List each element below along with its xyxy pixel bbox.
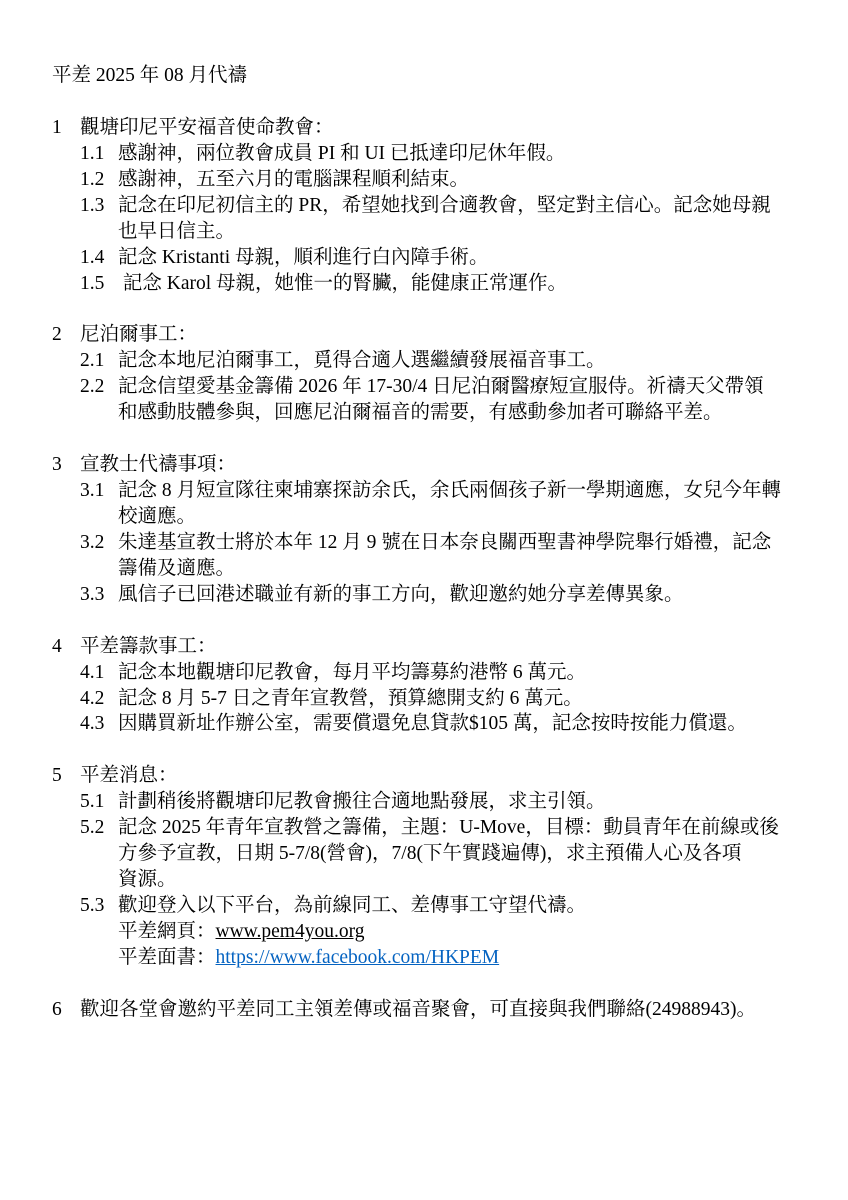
item-text: 記念 8 月 5-7 日之青年宣教營，預算總開支約 6 萬元。 — [118, 687, 583, 709]
list-item — [0, 271, 848, 297]
item-line — [0, 530, 848, 556]
item-text: 記念 Karol 母親，她惟一的腎臟，能健康正常運作。 — [118, 272, 568, 294]
item-line — [0, 348, 848, 374]
list-item — [0, 141, 848, 167]
link-label: 平差網頁： — [118, 920, 216, 942]
list-item — [0, 893, 848, 971]
list-item — [0, 815, 848, 893]
item-number: 1.1 — [80, 142, 105, 164]
item-number: 3.2 — [80, 531, 105, 553]
item-line — [0, 141, 848, 167]
item-text: 記念 8 月短宣隊往柬埔寨探訪余氏，余氏兩個孩子新一學期適應，女兒今年轉 — [118, 480, 782, 501]
item-number: 4.3 — [80, 713, 105, 735]
section-heading: 平差籌款事工： — [80, 635, 217, 657]
link-line — [0, 945, 848, 971]
section-1 — [0, 115, 848, 297]
item-number: 5.2 — [80, 817, 105, 839]
item-line — [0, 556, 848, 582]
link-line — [0, 919, 848, 945]
section-number: 6 — [52, 998, 62, 1020]
section-heading-line — [0, 634, 848, 660]
section-heading-line — [0, 763, 848, 789]
item-number: 1.2 — [80, 168, 105, 190]
item-line — [0, 686, 848, 712]
list-item — [0, 789, 848, 815]
list-item — [0, 478, 848, 530]
item-number: 2.2 — [80, 376, 105, 398]
item-text: 校適應。 — [118, 505, 197, 527]
section-number: 1 — [52, 116, 62, 138]
item-text: 感謝神，兩位教會成員 PI 和 UI 已抵達印尼休年假。 — [118, 142, 566, 164]
section-heading-line — [0, 115, 848, 141]
item-line — [0, 478, 848, 504]
item-line — [0, 219, 848, 245]
list-item — [0, 348, 848, 374]
website-link[interactable]: www.pem4you.org — [215, 920, 365, 942]
facebook-link[interactable]: https://www.facebook.com/HKPEM — [215, 946, 500, 968]
item-number: 4.1 — [80, 661, 105, 683]
item-text: 和感動肢體參與，回應尼泊爾福音的需要，有感動參加者可聯絡平差。 — [118, 402, 723, 424]
item-text: 資源。 — [118, 869, 177, 891]
item-line — [0, 582, 848, 608]
section-heading: 觀塘印尼平安福音使命教會： — [80, 116, 334, 138]
item-number: 4.2 — [80, 687, 105, 709]
section-2 — [0, 322, 848, 426]
section-4 — [0, 634, 848, 738]
section-heading: 平差消息： — [80, 765, 178, 787]
item-line — [0, 815, 848, 841]
item-text: 歡迎登入以下平台，為前線同工、差傳事工守望代禱。 — [118, 895, 587, 916]
item-text: 記念本地觀塘印尼教會，每月平均籌募約港幣 6 萬元。 — [118, 661, 587, 683]
list-item — [0, 686, 848, 712]
item-number: 2.1 — [80, 350, 105, 372]
item-text: 因購買新址作辦公室，需要償還免息貸款$105 萬，記念按時按能力償還。 — [118, 713, 747, 735]
item-number: 1.5 — [80, 272, 105, 294]
item-line — [0, 893, 848, 919]
list-item — [0, 711, 848, 737]
section-3 — [0, 452, 848, 608]
section-number: 2 — [52, 324, 62, 346]
link-label: 平差面書： — [118, 946, 216, 968]
list-item — [0, 193, 848, 245]
section-heading-line — [0, 452, 848, 478]
item-line — [0, 841, 848, 867]
item-text: 記念 2025 年青年宣教營之籌備，主題：U-Move，目標：動員青年在前線或後 — [118, 817, 779, 839]
section-heading-line — [0, 322, 848, 348]
item-number: 5.3 — [80, 895, 105, 916]
item-line — [0, 789, 848, 815]
document-body — [0, 115, 848, 1023]
document-title: 平差 2025 年 08 月代禱 — [52, 65, 248, 86]
item-line — [0, 193, 848, 219]
item-line — [0, 374, 848, 400]
item-text: 朱達基宣教士將於本年 12 月 9 號在日本奈良關西聖書神學院舉行婚禮，記念 — [118, 531, 772, 553]
section-number: 3 — [52, 454, 62, 476]
item-text: 也早日信主。 — [118, 220, 236, 242]
item-line — [0, 271, 848, 297]
list-item — [0, 167, 848, 193]
item-line — [0, 400, 848, 426]
list-item — [0, 530, 848, 582]
item-text: 記念本地尼泊爾事工，覓得合適人選繼續發展福音事工。 — [118, 350, 606, 372]
item-text: 風信子已回港述職並有新的事工方向，歡迎邀約她分享差傳異象。 — [118, 583, 684, 605]
item-line — [0, 867, 848, 893]
item-line — [0, 660, 848, 686]
item-text: 籌備及適應。 — [118, 557, 236, 579]
section-heading: 歡迎各堂會邀約平差同工主領差傳或福音聚會，可直接與我們聯絡(24988943)。 — [80, 998, 756, 1020]
item-number: 3.3 — [80, 583, 105, 605]
section-6 — [0, 997, 848, 1023]
section-heading: 宣教士代禱事項： — [80, 454, 237, 476]
list-item — [0, 374, 848, 426]
item-line — [0, 245, 848, 271]
list-item — [0, 660, 848, 686]
item-line — [0, 711, 848, 737]
item-line — [0, 167, 848, 193]
item-text: 記念在印尼初信主的 PR，希望她找到合適教會，堅定對主信心。記念她母親 — [118, 194, 771, 216]
list-item — [0, 582, 848, 608]
item-line — [0, 504, 848, 530]
item-number: 3.1 — [80, 480, 105, 501]
item-text: 記念 Kristanti 母親，順利進行白內障手術。 — [118, 246, 489, 268]
section-5 — [0, 763, 848, 971]
section-number: 4 — [52, 635, 62, 657]
section-heading-line — [0, 997, 848, 1023]
list-item — [0, 245, 848, 271]
item-text: 記念信望愛基金籌備 2026 年 17-30/4 日尼泊爾醫療短宣服侍。祈禱天父帶領 — [118, 376, 764, 398]
item-text: 計劃稍後將觀塘印尼教會搬往合適地點發展，求主引領。 — [118, 791, 606, 813]
item-number: 5.1 — [80, 791, 105, 813]
item-number: 1.3 — [80, 194, 105, 216]
section-heading: 尼泊爾事工： — [80, 324, 198, 346]
item-text: 感謝神，五至六月的電腦課程順利結束。 — [118, 168, 470, 190]
section-number: 5 — [52, 765, 62, 787]
item-text: 方參予宣教，日期 5-7/8(營會)，7/8(下午實踐遍傳)，求主預備人心及各項 — [118, 843, 742, 865]
item-number: 1.4 — [80, 246, 105, 268]
